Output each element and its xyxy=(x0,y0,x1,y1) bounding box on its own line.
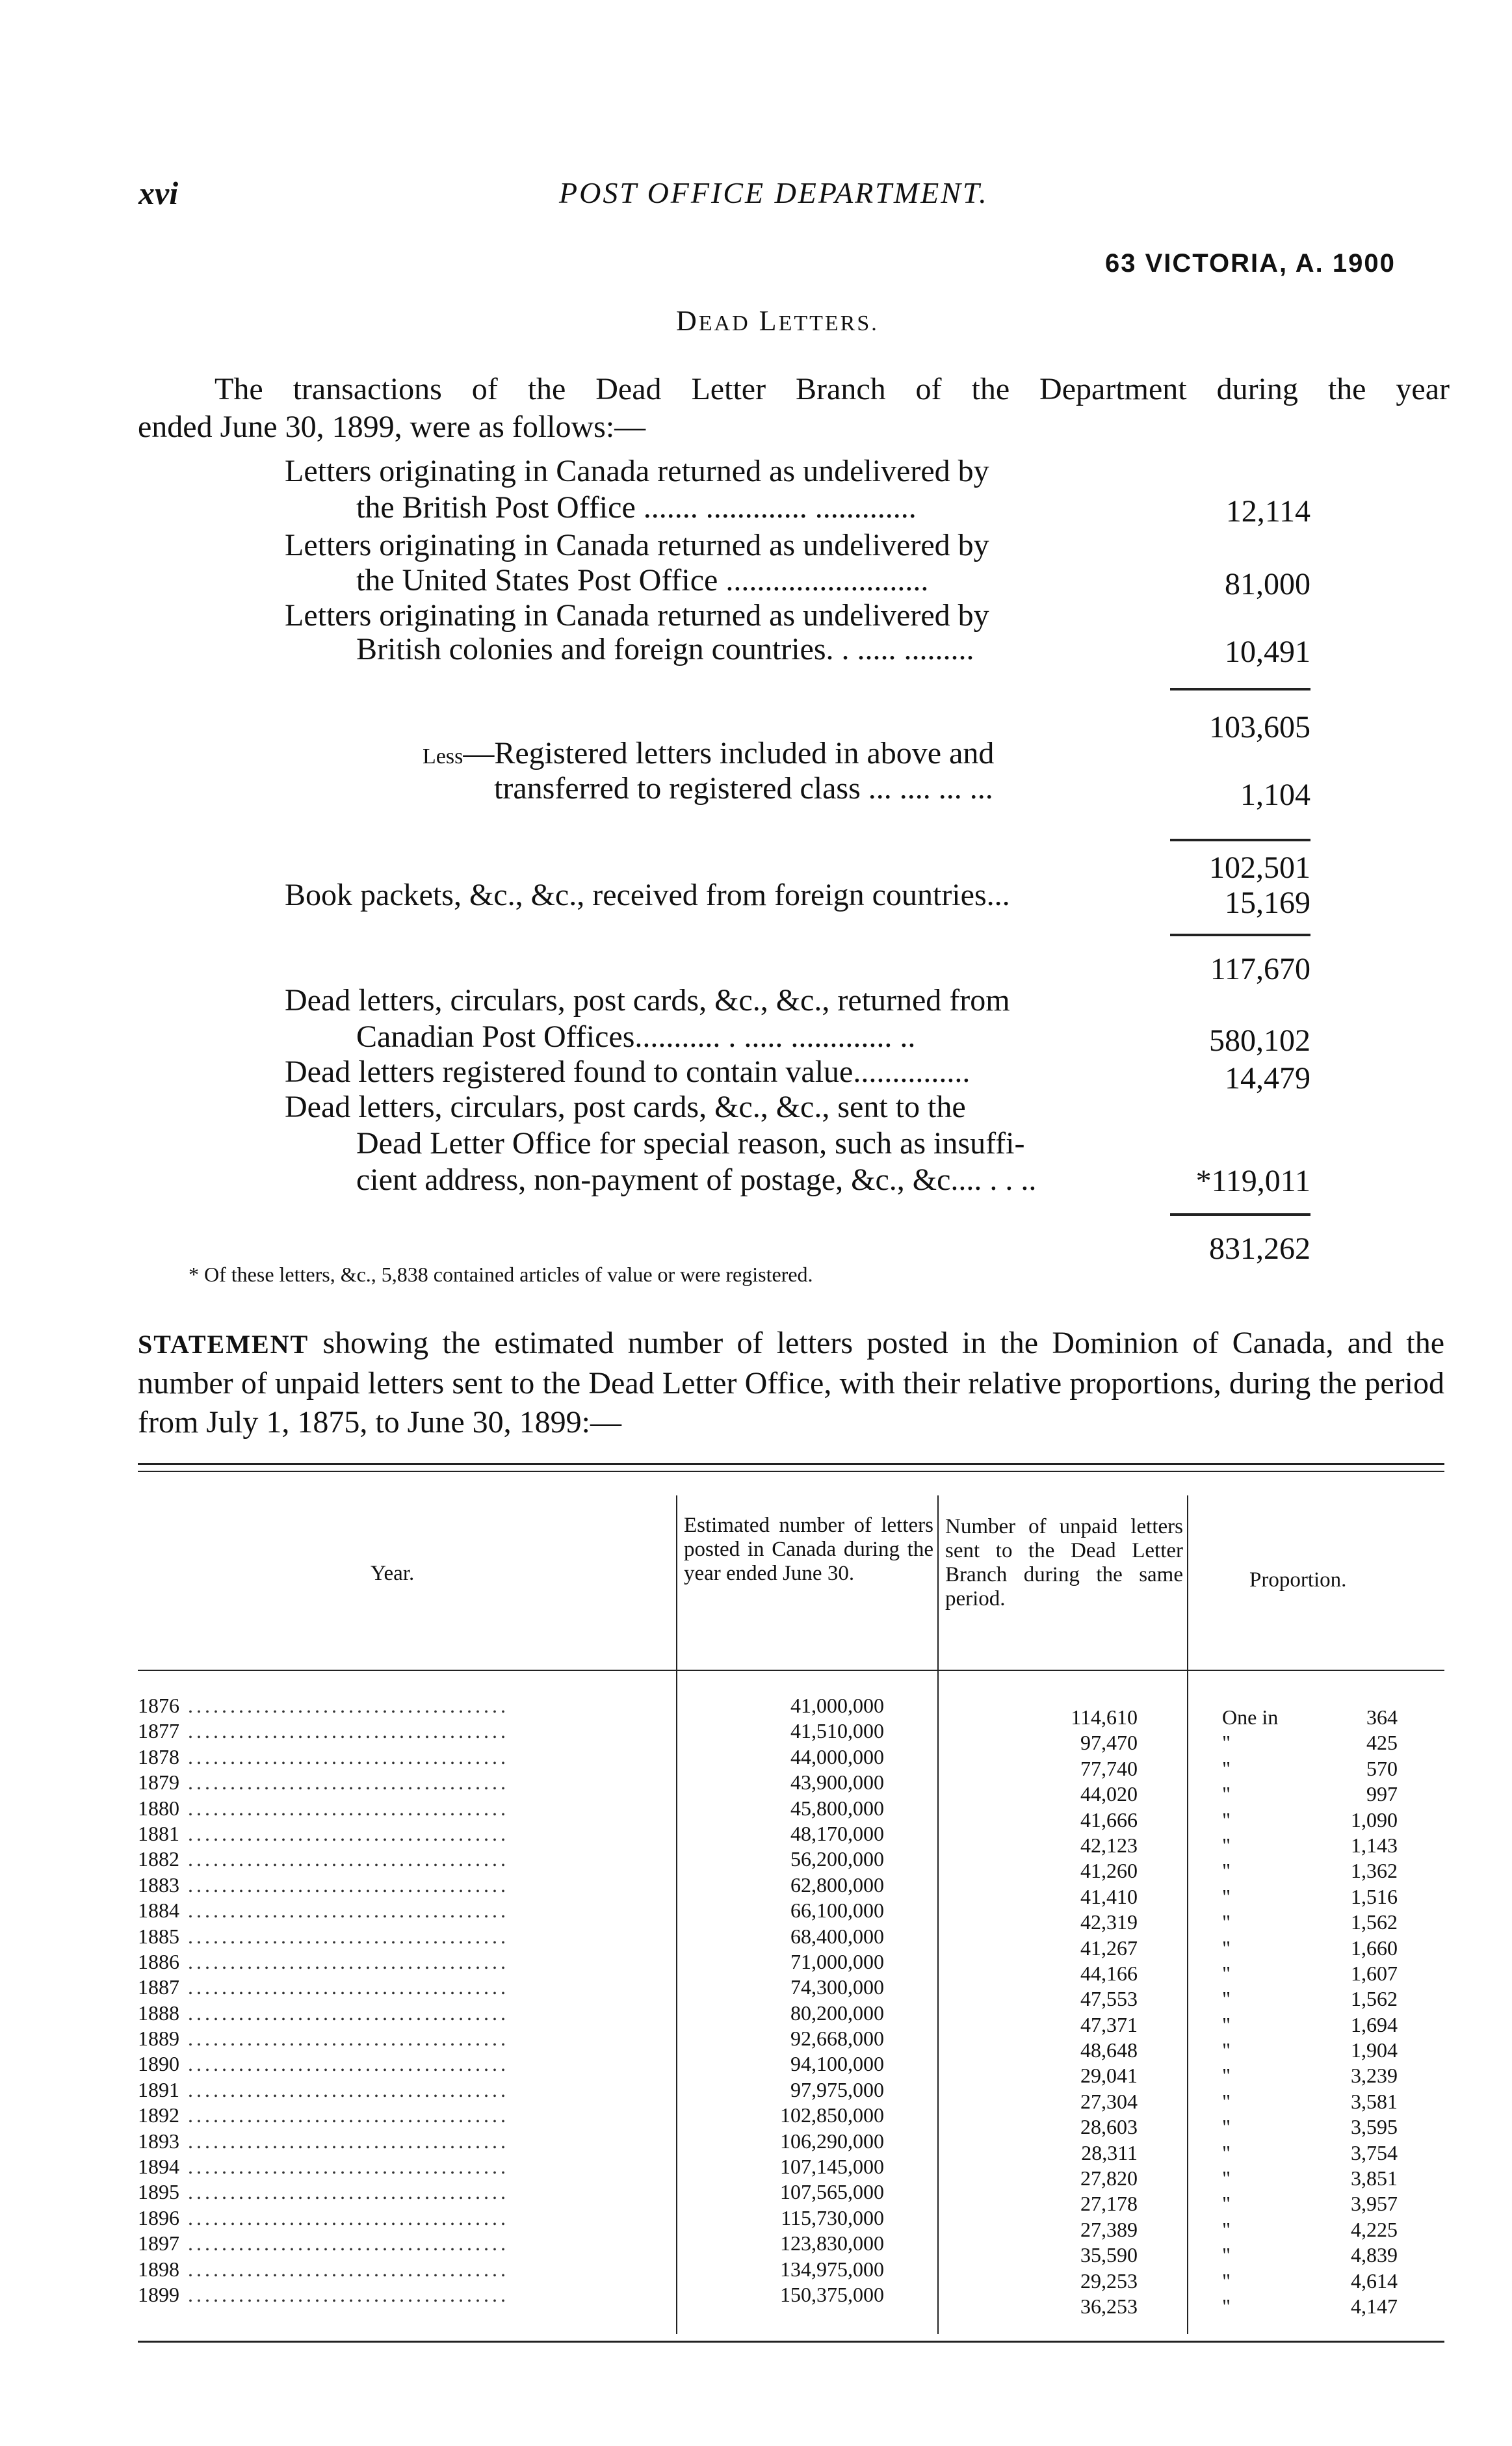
table-row-year xyxy=(138,1718,509,1744)
year-cell: 1896 xyxy=(138,2205,179,2229)
leader-dots: ...................................... xyxy=(179,1949,509,1973)
leader-dots: ...................................... xyxy=(179,2282,509,2306)
estimated-cell: 106,290,000 xyxy=(780,2129,884,2153)
proportion-cell xyxy=(1222,1782,1398,1807)
less-amount: 1,104 xyxy=(1240,778,1310,812)
proportion-value: 3,851 xyxy=(1351,2166,1398,2190)
year-cell: 1878 xyxy=(138,1744,179,1769)
estimated-cell: 74,300,000 xyxy=(790,1975,884,1999)
proportion-cell xyxy=(1222,2063,1398,2088)
table-row-year xyxy=(138,2001,509,2026)
leader-dots: ...................................... xyxy=(179,2257,509,2281)
proportion-prefix: " xyxy=(1222,2268,1231,2293)
estimated-cell: 123,830,000 xyxy=(780,2231,884,2255)
leader-dots: ...................................... xyxy=(179,1899,509,1923)
estimated-column xyxy=(689,1693,884,2308)
proportion-value: 997 xyxy=(1366,1782,1398,1806)
leader-dots: ...................................... xyxy=(179,1744,509,1769)
unpaid-cell: 114,610 xyxy=(1071,1705,1138,1729)
unpaid-cell: 27,304 xyxy=(1080,2089,1138,2113)
proportion-value: 1,694 xyxy=(1351,2012,1398,2036)
total-rule xyxy=(1170,1213,1310,1216)
proportion-value: 1,660 xyxy=(1351,1936,1398,1960)
proportion-prefix: " xyxy=(1222,2217,1231,2241)
proportion-cell xyxy=(1222,1910,1398,1935)
proportion-value: 1,607 xyxy=(1351,1961,1398,1985)
item-us-amount: 81,000 xyxy=(1225,567,1310,601)
page-number: xvi xyxy=(138,175,179,211)
proportion-cell xyxy=(1222,2242,1398,2268)
leader-dots: ...................................... xyxy=(179,2129,509,2153)
proportion-value: 1,516 xyxy=(1351,1884,1398,1908)
table-row-year xyxy=(138,1693,509,1718)
unpaid-cell: 29,253 xyxy=(1080,2268,1138,2293)
proportion-cell xyxy=(1222,2294,1398,2319)
year-cell: 1885 xyxy=(138,1924,179,1948)
subtotal-3: 117,670 xyxy=(1210,952,1310,986)
table-row-year xyxy=(138,1975,509,2000)
proportion-value: 4,147 xyxy=(1351,2294,1398,2318)
proportion-prefix: One in xyxy=(1222,1705,1279,1729)
header-unpaid: Number of unpaid letters sent to the Dead Letter Branch during the same period. xyxy=(945,1515,1183,1611)
leader-dots: ...................................... xyxy=(179,1719,509,1743)
proportion-value: 4,225 xyxy=(1351,2217,1398,2241)
item-uk-line-2: the British Post Office ....... ............. ............. xyxy=(356,490,917,525)
dead-letters-line-2: Canadian Post Offices........... . ..... ............. .. xyxy=(356,1019,916,1054)
proportion-cell xyxy=(1222,2089,1398,2114)
year-cell: 1879 xyxy=(138,1770,179,1795)
proportion-value: 1,362 xyxy=(1351,1859,1398,1883)
subtotal-rule-3 xyxy=(1170,934,1310,936)
book-packets-line: Book packets, &c., &c., received from foreign countries... xyxy=(285,878,1010,912)
session-label: 63 VICTORIA, A. 1900 xyxy=(1105,249,1396,278)
unpaid-cell: 42,319 xyxy=(1080,1910,1138,1934)
year-cell: 1892 xyxy=(138,2103,179,2127)
dead-letters-line-1: Dead letters, circulars, post cards, &c., &c., returned from xyxy=(285,983,1010,1018)
estimated-cell: 66,100,000 xyxy=(790,1899,884,1923)
unpaid-cell: 97,470 xyxy=(1080,1731,1138,1755)
leader-dots: ...................................... xyxy=(179,2077,509,2101)
header-estimated: Estimated number of letters posted in Canada during the year ended June 30. xyxy=(684,1514,933,1585)
proportion-cell xyxy=(1222,1730,1398,1756)
proportion-value: 570 xyxy=(1366,1756,1398,1780)
proportion-prefix: " xyxy=(1222,2166,1231,2190)
proportion-prefix: " xyxy=(1222,1833,1231,1857)
special-line-1: Dead letters, circulars, post cards, &c., &c., sent to the xyxy=(285,1090,966,1124)
book-packets-amount: 15,169 xyxy=(1225,886,1310,920)
proportion-cell xyxy=(1222,2114,1398,2140)
table-col-divider-2 xyxy=(937,1495,939,2334)
proportion-cell xyxy=(1222,2217,1398,2242)
proportion-value: 3,581 xyxy=(1351,2089,1398,2113)
proportion-value: 3,239 xyxy=(1351,2064,1398,2088)
leader-dots: ...................................... xyxy=(179,2180,509,2204)
proportion-cell xyxy=(1222,2038,1398,2063)
leader-dots: ...................................... xyxy=(179,2001,509,2025)
proportion-value: 425 xyxy=(1366,1731,1398,1755)
proportion-value: 4,614 xyxy=(1351,2268,1398,2293)
proportion-prefix: " xyxy=(1222,2294,1231,2318)
estimated-cell: 107,145,000 xyxy=(780,2155,884,2179)
table-row-year xyxy=(138,1821,509,1847)
proportion-prefix: " xyxy=(1222,2064,1231,2088)
leader-dots: ...................................... xyxy=(179,1694,509,1717)
estimated-cell: 68,400,000 xyxy=(790,1924,884,1948)
proportion-prefix: " xyxy=(1222,1910,1231,1934)
year-cell: 1890 xyxy=(138,2052,179,2076)
table-row-year xyxy=(138,2257,509,2282)
year-cell: 1893 xyxy=(138,2129,179,2153)
estimated-cell: 115,730,000 xyxy=(781,2205,884,2229)
estimated-cell: 94,100,000 xyxy=(790,2052,884,2076)
header-proportion: Proportion. xyxy=(1249,1568,1347,1592)
estimated-cell: 97,975,000 xyxy=(790,2077,884,2101)
year-cell: 1881 xyxy=(138,1821,179,1845)
statement-2-lead: STATEMENT xyxy=(138,1330,309,1359)
year-cell: 1888 xyxy=(138,2001,179,2025)
subtotal-2: 102,501 xyxy=(1209,850,1310,885)
proportion-cell xyxy=(1222,2140,1398,2166)
proportion-cell xyxy=(1222,1705,1398,1730)
running-title: POST OFFICE DEPARTMENT. xyxy=(559,176,989,209)
proportion-prefix: " xyxy=(1222,2038,1231,2062)
year-cell: 1876 xyxy=(138,1694,179,1717)
heading-rest-1: EAD xyxy=(698,311,750,335)
special-line-2: Dead Letter Office for special reason, such as insuffi- xyxy=(356,1126,1025,1161)
less-word: Less xyxy=(423,744,463,769)
table-row-year xyxy=(138,2103,509,2128)
proportion-cell xyxy=(1222,1961,1398,1986)
proportion-value: 4,839 xyxy=(1351,2243,1398,2267)
heading-rest-2: ETTERS. xyxy=(778,311,879,335)
proportion-cell xyxy=(1222,2191,1398,2216)
table-col-divider-3 xyxy=(1187,1495,1188,2334)
leader-dots: ...................................... xyxy=(179,1770,509,1795)
registered-value-amount: 14,479 xyxy=(1225,1061,1310,1096)
proportion-value: 1,143 xyxy=(1351,1833,1398,1857)
leader-dots: ...................................... xyxy=(179,2052,509,2076)
proportion-prefix: " xyxy=(1222,1884,1231,1908)
unpaid-cell: 42,123 xyxy=(1080,1833,1138,1857)
leader-dots: ...................................... xyxy=(179,1975,509,1999)
estimated-cell: 71,000,000 xyxy=(790,1949,884,1973)
proportion-cell xyxy=(1222,1756,1398,1782)
proportion-prefix: " xyxy=(1222,2089,1231,2113)
footnote: * Of these letters, &c., 5,838 contained articles of value or were registered. xyxy=(189,1263,813,1286)
table-row-year xyxy=(138,2077,509,2103)
proportion-cell xyxy=(1222,1936,1398,1961)
year-cell: 1880 xyxy=(138,1796,179,1820)
table-row-year xyxy=(138,2129,509,2154)
proportion-prefix: " xyxy=(1222,1756,1231,1780)
proportion-cell xyxy=(1222,1858,1398,1884)
unpaid-cell: 28,603 xyxy=(1080,2115,1138,2139)
table-row-year xyxy=(138,2154,509,2179)
unpaid-cell: 36,253 xyxy=(1080,2294,1138,2318)
less-line-1: —Registered letters included in above and xyxy=(463,736,995,770)
proportion-prefix: " xyxy=(1222,2012,1231,2036)
year-cell: 1883 xyxy=(138,1873,179,1897)
unpaid-cell: 44,020 xyxy=(1080,1782,1138,1806)
year-cell: 1895 xyxy=(138,2180,179,2204)
table-header-rule xyxy=(138,1670,1444,1671)
leader-dots: ...................................... xyxy=(179,1821,509,1845)
year-cell: 1882 xyxy=(138,1847,179,1871)
subtotal-rule-2 xyxy=(1170,839,1310,841)
item-foreign-line-2: British colonies and foreign countries. . ..... ......... xyxy=(356,632,974,666)
proportion-value: 1,562 xyxy=(1351,1910,1398,1934)
item-foreign-amount: 10,491 xyxy=(1225,635,1310,669)
proportion-prefix: " xyxy=(1222,1731,1231,1755)
proportion-cell xyxy=(1222,1808,1398,1833)
estimated-cell: 48,170,000 xyxy=(790,1821,884,1845)
unpaid-cell: 77,740 xyxy=(1080,1756,1138,1780)
proportion-cell xyxy=(1222,2166,1398,2191)
leader-dots: ...................................... xyxy=(179,1847,509,1871)
leader-dots: ...................................... xyxy=(179,2155,509,2179)
year-cell: 1889 xyxy=(138,2027,179,2051)
table-row-year xyxy=(138,1898,509,1923)
proportion-value: 364 xyxy=(1366,1705,1398,1729)
table-row-year xyxy=(138,1924,509,1949)
item-us-line-2: the United States Post Office .......................... xyxy=(356,563,929,598)
unpaid-cell: 41,410 xyxy=(1080,1884,1138,1908)
proportion-value: 1,090 xyxy=(1351,1808,1398,1832)
estimated-cell: 92,668,000 xyxy=(790,2027,884,2051)
proportion-cell xyxy=(1222,2268,1398,2294)
unpaid-cell: 47,553 xyxy=(1080,1987,1138,2011)
table-top-rule-2 xyxy=(138,1471,1444,1472)
proportion-value: 3,957 xyxy=(1351,2192,1398,2216)
intro-line-1: The transactions of the Dead Letter Branch of the Department during the year xyxy=(215,372,1450,406)
proportion-value: 1,562 xyxy=(1351,1987,1398,2011)
proportion-value: 3,754 xyxy=(1351,2140,1398,2164)
table-col-divider-1 xyxy=(676,1495,677,2334)
leader-dots: ...................................... xyxy=(179,1873,509,1897)
leader-dots: ...................................... xyxy=(179,1924,509,1948)
year-cell: 1887 xyxy=(138,1975,179,1999)
proportion-prefix: " xyxy=(1222,1859,1231,1883)
unpaid-cell: 41,666 xyxy=(1080,1808,1138,1832)
estimated-cell: 134,975,000 xyxy=(780,2257,884,2281)
table-row-year xyxy=(138,2179,509,2205)
year-cell: 1899 xyxy=(138,2282,179,2306)
dead-letters-amount: 580,102 xyxy=(1209,1023,1310,1058)
table-row-year xyxy=(138,2205,509,2231)
proportion-value: 1,904 xyxy=(1351,2038,1398,2062)
unpaid-cell: 27,389 xyxy=(1080,2217,1138,2241)
estimated-cell: 56,200,000 xyxy=(790,1847,884,1871)
proportion-cell xyxy=(1222,1833,1398,1858)
table-row-year xyxy=(138,1949,509,1975)
proportion-cell xyxy=(1222,1884,1398,1910)
header-year: Year. xyxy=(371,1562,415,1585)
estimated-cell: 150,375,000 xyxy=(780,2282,884,2306)
table-row-year xyxy=(138,2282,509,2308)
year-cell: 1886 xyxy=(138,1949,179,1973)
unpaid-cell: 29,041 xyxy=(1080,2064,1138,2088)
proportion-prefix: " xyxy=(1222,2115,1231,2139)
proportion-prefix: " xyxy=(1222,1808,1231,1832)
year-column xyxy=(138,1693,509,2308)
year-cell: 1891 xyxy=(138,2077,179,2101)
year-cell: 1894 xyxy=(138,2155,179,2179)
leader-dots: ...................................... xyxy=(179,2205,509,2229)
table-top-rule-1 xyxy=(138,1463,1444,1465)
estimated-cell: 41,000,000 xyxy=(790,1694,884,1717)
table-row-year xyxy=(138,1847,509,1872)
unpaid-cell: 48,648 xyxy=(1080,2038,1138,2062)
table-row-year xyxy=(138,2231,509,2256)
proportion-cell xyxy=(1222,2012,1398,2038)
heading-initial-2: L xyxy=(759,305,779,337)
table-row-year xyxy=(138,2026,509,2051)
unpaid-cell: 27,178 xyxy=(1080,2192,1138,2216)
section-heading xyxy=(676,304,879,337)
leader-dots: ...................................... xyxy=(179,1796,509,1820)
statement-2-paragraph xyxy=(138,1324,1444,1442)
unpaid-cell: 47,371 xyxy=(1080,2012,1138,2036)
estimated-cell: 80,200,000 xyxy=(790,2001,884,2025)
leader-dots: ...................................... xyxy=(179,2027,509,2051)
leader-dots: ...................................... xyxy=(179,2103,509,2127)
year-cell: 1884 xyxy=(138,1899,179,1923)
proportion-prefix: " xyxy=(1222,1987,1231,2011)
year-cell: 1897 xyxy=(138,2231,179,2255)
proportion-prefix: " xyxy=(1222,2140,1231,2164)
heading-initial-1: D xyxy=(676,305,699,337)
estimated-cell: 43,900,000 xyxy=(790,1770,884,1795)
unpaid-cell: 28,311 xyxy=(1081,2140,1138,2164)
intro-line-2: ended June 30, 1899, were as follows:— xyxy=(138,410,646,444)
estimated-cell: 62,800,000 xyxy=(790,1873,884,1897)
year-cell: 1898 xyxy=(138,2257,179,2281)
special-line-3: cient address, non-payment of postage, &c., &c.... . . .. xyxy=(356,1163,1037,1197)
unpaid-column xyxy=(969,1705,1138,2319)
estimated-cell: 44,000,000 xyxy=(790,1744,884,1769)
item-uk-amount: 12,114 xyxy=(1225,494,1310,529)
unpaid-cell: 44,166 xyxy=(1080,1961,1138,1985)
table-row-year xyxy=(138,1770,509,1795)
proportion-cell xyxy=(1222,1986,1398,2012)
registered-value-line: Dead letters registered found to contain value............... xyxy=(285,1055,971,1089)
table-bottom-rule xyxy=(138,2341,1444,2343)
table-row-year xyxy=(138,2051,509,2077)
special-amount: *119,011 xyxy=(1195,1164,1310,1198)
subtotal-1: 103,605 xyxy=(1209,710,1310,744)
item-us-line-1: Letters originating in Canada returned as undelivered by xyxy=(285,528,989,562)
proportion-prefix: " xyxy=(1222,2192,1231,2216)
proportion-value: 3,595 xyxy=(1351,2115,1398,2139)
less-line-2: transferred to registered class ... .... ... ... xyxy=(494,771,993,806)
proportion-prefix: " xyxy=(1222,1961,1231,1985)
estimated-cell: 102,850,000 xyxy=(780,2103,884,2127)
unpaid-cell: 35,590 xyxy=(1080,2243,1138,2267)
leader-dots: ...................................... xyxy=(179,2231,509,2255)
table-row-year xyxy=(138,1744,509,1770)
year-cell: 1877 xyxy=(138,1719,179,1743)
proportion-prefix: " xyxy=(1222,1936,1231,1960)
proportion-column xyxy=(1222,1705,1398,2319)
total-amount: 831,262 xyxy=(1209,1231,1310,1266)
estimated-cell: 107,565,000 xyxy=(780,2180,884,2204)
table-row-year xyxy=(138,1796,509,1821)
item-uk-line-1: Letters originating in Canada returned as undelivered by xyxy=(285,454,989,488)
estimated-cell: 41,510,000 xyxy=(790,1719,884,1743)
proportion-prefix: " xyxy=(1222,1782,1231,1806)
unpaid-cell: 27,820 xyxy=(1080,2166,1138,2190)
estimated-cell: 45,800,000 xyxy=(790,1796,884,1820)
item-foreign-line-1: Letters originating in Canada returned as undelivered by xyxy=(285,598,989,633)
proportion-prefix: " xyxy=(1222,2243,1231,2267)
table-row-year xyxy=(138,1873,509,1898)
unpaid-cell: 41,260 xyxy=(1080,1859,1138,1883)
statement-2-text: showing the estimated number of letters posted in the Dominion of Canada, and the number of unpaid letters sent to the Dead Letter Office, with their relative proportions, during the period from July 1, 1875, to June 30, 1899:— xyxy=(138,1326,1444,1440)
subtotal-rule-1 xyxy=(1170,688,1310,690)
unpaid-cell: 41,267 xyxy=(1080,1936,1138,1960)
